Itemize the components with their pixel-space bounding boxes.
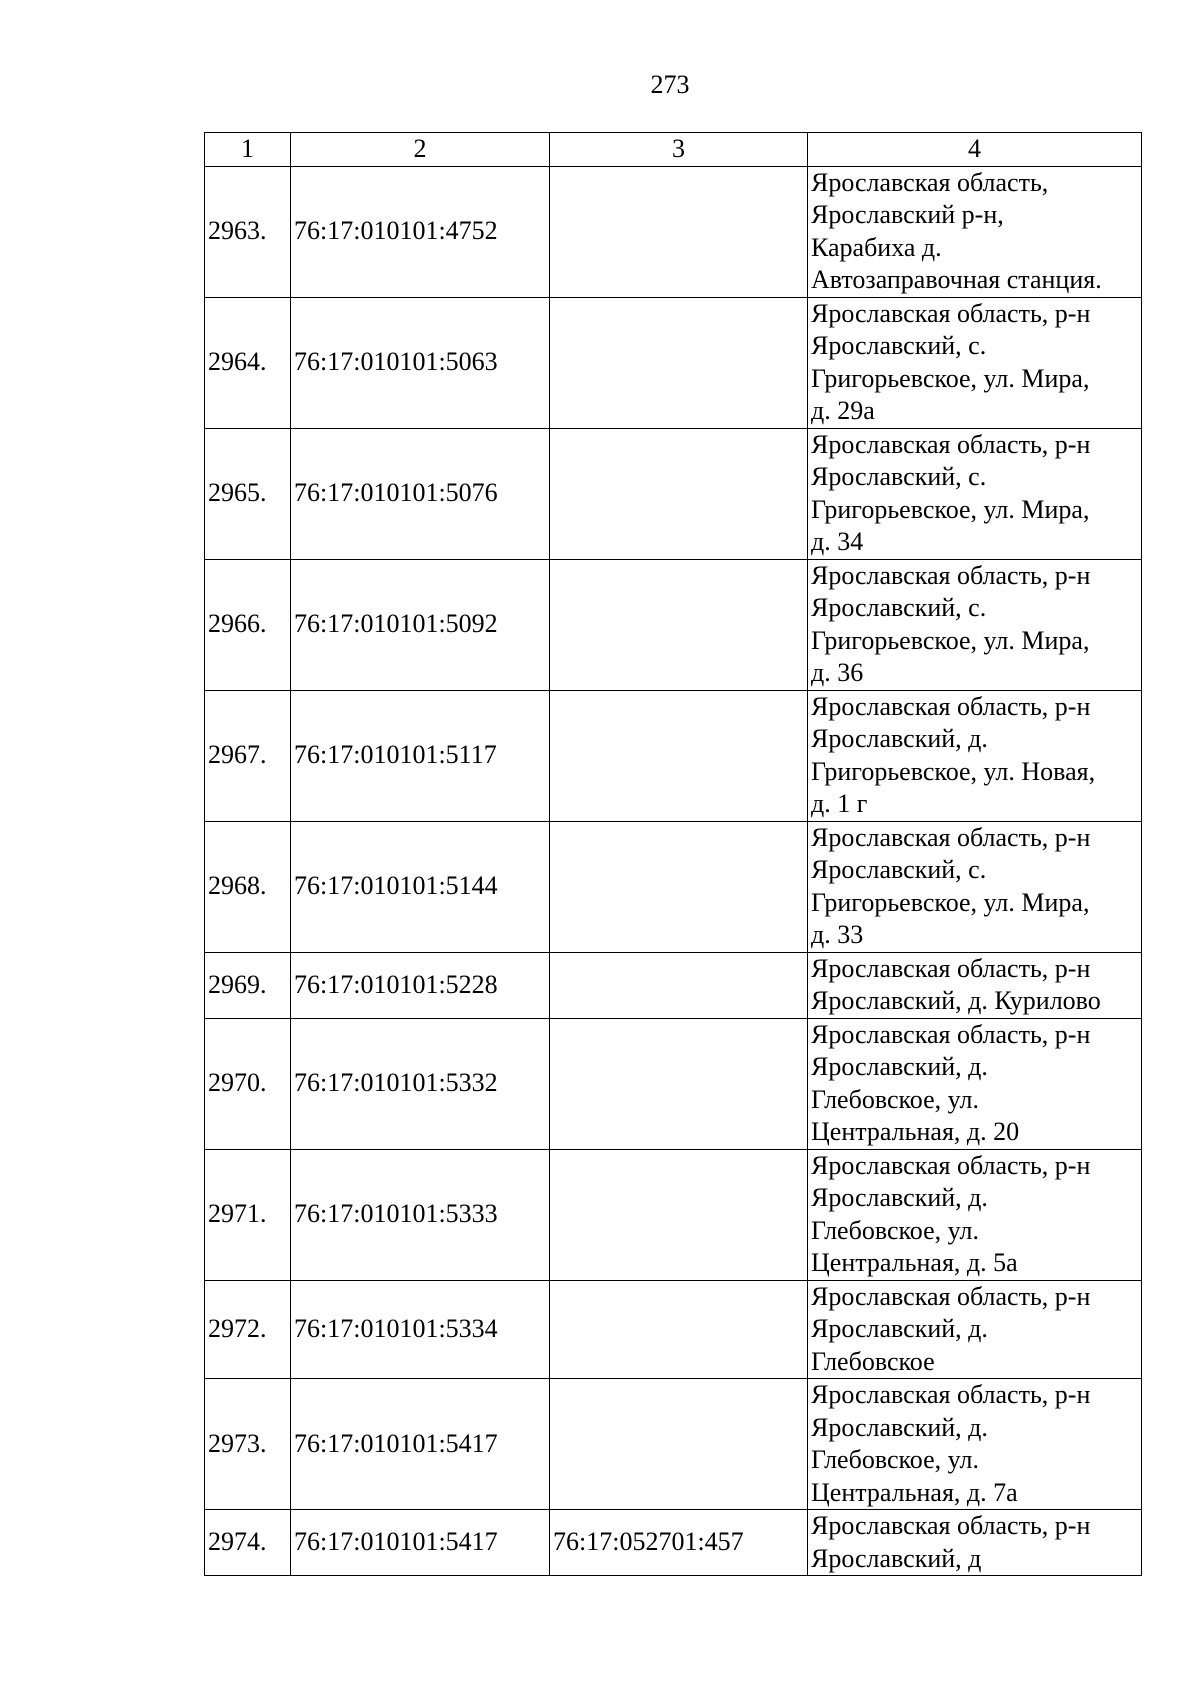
table-body bbox=[205, 166, 1142, 1576]
registry-table bbox=[204, 132, 1142, 1576]
address-line: Ярославская область, р-н bbox=[811, 1019, 1091, 1049]
address-line: Ярославский р-н, bbox=[811, 200, 1004, 229]
parent-cadastral-number-cell bbox=[550, 821, 808, 952]
address-cell bbox=[808, 166, 1142, 297]
address-line: Карабиха д. bbox=[811, 232, 942, 262]
address-line: Ярославский, д. bbox=[811, 1183, 988, 1212]
address-line: д. 33 bbox=[811, 920, 864, 949]
column-header-2: 2 bbox=[291, 133, 550, 167]
cadastral-number-cell: 76:17:010101:5076 bbox=[291, 428, 550, 559]
address-line: Автозаправочная станция. bbox=[811, 265, 1102, 294]
row-number-cell: 2966. bbox=[205, 559, 291, 690]
address-line: Ярославская область, р-н bbox=[811, 1150, 1091, 1180]
address-line: Ярославская область, р-н bbox=[811, 1281, 1091, 1311]
address-line: Ярославская область, bbox=[811, 167, 1049, 197]
address-line: Ярославский, д. bbox=[811, 1412, 988, 1442]
table-row bbox=[205, 297, 1142, 428]
cadastral-number-cell: 76:17:010101:5417 bbox=[291, 1510, 550, 1576]
parent-cadastral-number-cell bbox=[550, 690, 808, 821]
address-line: Григорьевское, ул. Мира, bbox=[811, 363, 1090, 393]
row-number-cell: 2973. bbox=[205, 1379, 291, 1510]
row-number-cell: 2971. bbox=[205, 1149, 291, 1280]
address-line: Григорьевское, ул. Мира, bbox=[811, 494, 1090, 524]
address-line: Ярославский, с. bbox=[811, 593, 987, 622]
cadastral-number-cell: 76:17:010101:5144 bbox=[291, 821, 550, 952]
address-cell bbox=[808, 1149, 1142, 1280]
address-line: Ярославская область, р-н bbox=[811, 560, 1091, 590]
address-line: Ярославский, с. bbox=[811, 462, 987, 491]
parent-cadastral-number-cell: 76:17:052701:457 bbox=[550, 1510, 808, 1576]
row-number-cell: 2963. bbox=[205, 166, 291, 297]
address-line: Ярославский, д. bbox=[811, 1314, 988, 1343]
address-line: Ярославский, д bbox=[811, 1543, 982, 1573]
address-line: Центральная, д. 7а bbox=[811, 1477, 1018, 1507]
address-line: Ярославский, д. bbox=[811, 1052, 988, 1081]
address-line: д. 29а bbox=[811, 396, 875, 425]
address-line: Ярославская область, р-н bbox=[811, 429, 1091, 459]
table-row bbox=[205, 166, 1142, 297]
address-line: Григорьевское, ул. Мира, bbox=[811, 887, 1090, 917]
row-number-cell: 2972. bbox=[205, 1280, 291, 1379]
address-line: Ярославская область, р-н bbox=[811, 822, 1091, 852]
address-line: Глебовское, ул. bbox=[811, 1215, 979, 1245]
address-cell bbox=[808, 1018, 1142, 1149]
address-cell bbox=[808, 1510, 1142, 1576]
cadastral-number-cell: 76:17:010101:5417 bbox=[291, 1379, 550, 1510]
address-cell bbox=[808, 559, 1142, 690]
parent-cadastral-number-cell bbox=[550, 1018, 808, 1149]
address-line: Ярославский, д. Курилово bbox=[811, 986, 1101, 1015]
row-number-cell: 2967. bbox=[205, 690, 291, 821]
address-cell bbox=[808, 690, 1142, 821]
cadastral-number-cell: 76:17:010101:5228 bbox=[291, 952, 550, 1018]
table-row bbox=[205, 1280, 1142, 1379]
address-line: Глебовское bbox=[811, 1346, 935, 1376]
cadastral-number-cell: 76:17:010101:5063 bbox=[291, 297, 550, 428]
row-number-cell: 2965. bbox=[205, 428, 291, 559]
table-row bbox=[205, 428, 1142, 559]
parent-cadastral-number-cell bbox=[550, 297, 808, 428]
address-line: Ярославская область, р-н bbox=[811, 298, 1091, 328]
address-line: Ярославский, с. bbox=[811, 331, 987, 360]
address-line: Глебовское, ул. bbox=[811, 1445, 979, 1474]
table-row bbox=[205, 690, 1142, 821]
table-row bbox=[205, 1379, 1142, 1510]
parent-cadastral-number-cell bbox=[550, 559, 808, 690]
address-cell bbox=[808, 428, 1142, 559]
page-number: 273 bbox=[650, 70, 690, 99]
parent-cadastral-number-cell bbox=[550, 428, 808, 559]
cadastral-number-cell: 76:17:010101:5092 bbox=[291, 559, 550, 690]
address-cell bbox=[808, 1379, 1142, 1510]
address-cell bbox=[808, 821, 1142, 952]
parent-cadastral-number-cell bbox=[550, 1149, 808, 1280]
row-number-cell: 2974. bbox=[205, 1510, 291, 1576]
row-number-cell: 2964. bbox=[205, 297, 291, 428]
address-line: Ярославский, д. bbox=[811, 724, 988, 753]
address-line: Ярославская область, р-н bbox=[811, 1380, 1091, 1409]
cadastral-number-cell: 76:17:010101:4752 bbox=[291, 166, 550, 297]
address-line: Ярославский, с. bbox=[811, 855, 987, 884]
cadastral-number-cell: 76:17:010101:5332 bbox=[291, 1018, 550, 1149]
table-row bbox=[205, 1149, 1142, 1280]
cadastral-number-cell: 76:17:010101:5333 bbox=[291, 1149, 550, 1280]
cadastral-number-cell: 76:17:010101:5117 bbox=[291, 690, 550, 821]
row-number-cell: 2968. bbox=[205, 821, 291, 952]
parent-cadastral-number-cell bbox=[550, 166, 808, 297]
address-line: Глебовское, ул. bbox=[811, 1084, 979, 1114]
table-row bbox=[205, 952, 1142, 1018]
column-header-1: 1 bbox=[205, 133, 291, 167]
address-line: Центральная, д. 20 bbox=[811, 1117, 1020, 1146]
row-number-cell: 2969. bbox=[205, 952, 291, 1018]
address-line: Ярославская область, р-н bbox=[811, 953, 1091, 983]
address-line: д. 36 bbox=[811, 658, 864, 687]
column-header-3: 3 bbox=[550, 133, 808, 167]
table-row bbox=[205, 1018, 1142, 1149]
cadastral-number-cell: 76:17:010101:5334 bbox=[291, 1280, 550, 1379]
address-line: д. 1 г bbox=[811, 789, 868, 818]
address-cell bbox=[808, 297, 1142, 428]
table-row bbox=[205, 1510, 1142, 1576]
column-header-4: 4 bbox=[808, 133, 1142, 167]
address-line: Центральная, д. 5а bbox=[811, 1248, 1018, 1277]
address-line: Григорьевское, ул. Мира, bbox=[811, 625, 1090, 655]
address-cell bbox=[808, 952, 1142, 1018]
table-row bbox=[205, 821, 1142, 952]
address-line: Ярославская область, р-н bbox=[811, 1511, 1091, 1540]
address-line: Григорьевское, ул. Новая, bbox=[811, 756, 1096, 786]
address-cell bbox=[808, 1280, 1142, 1379]
header-row bbox=[205, 133, 1142, 167]
address-line: Ярославская область, р-н bbox=[811, 691, 1091, 721]
address-line: д. 34 bbox=[811, 527, 864, 556]
parent-cadastral-number-cell bbox=[550, 1379, 808, 1510]
row-number-cell: 2970. bbox=[205, 1018, 291, 1149]
parent-cadastral-number-cell bbox=[550, 952, 808, 1018]
table-row bbox=[205, 559, 1142, 690]
parent-cadastral-number-cell bbox=[550, 1280, 808, 1379]
